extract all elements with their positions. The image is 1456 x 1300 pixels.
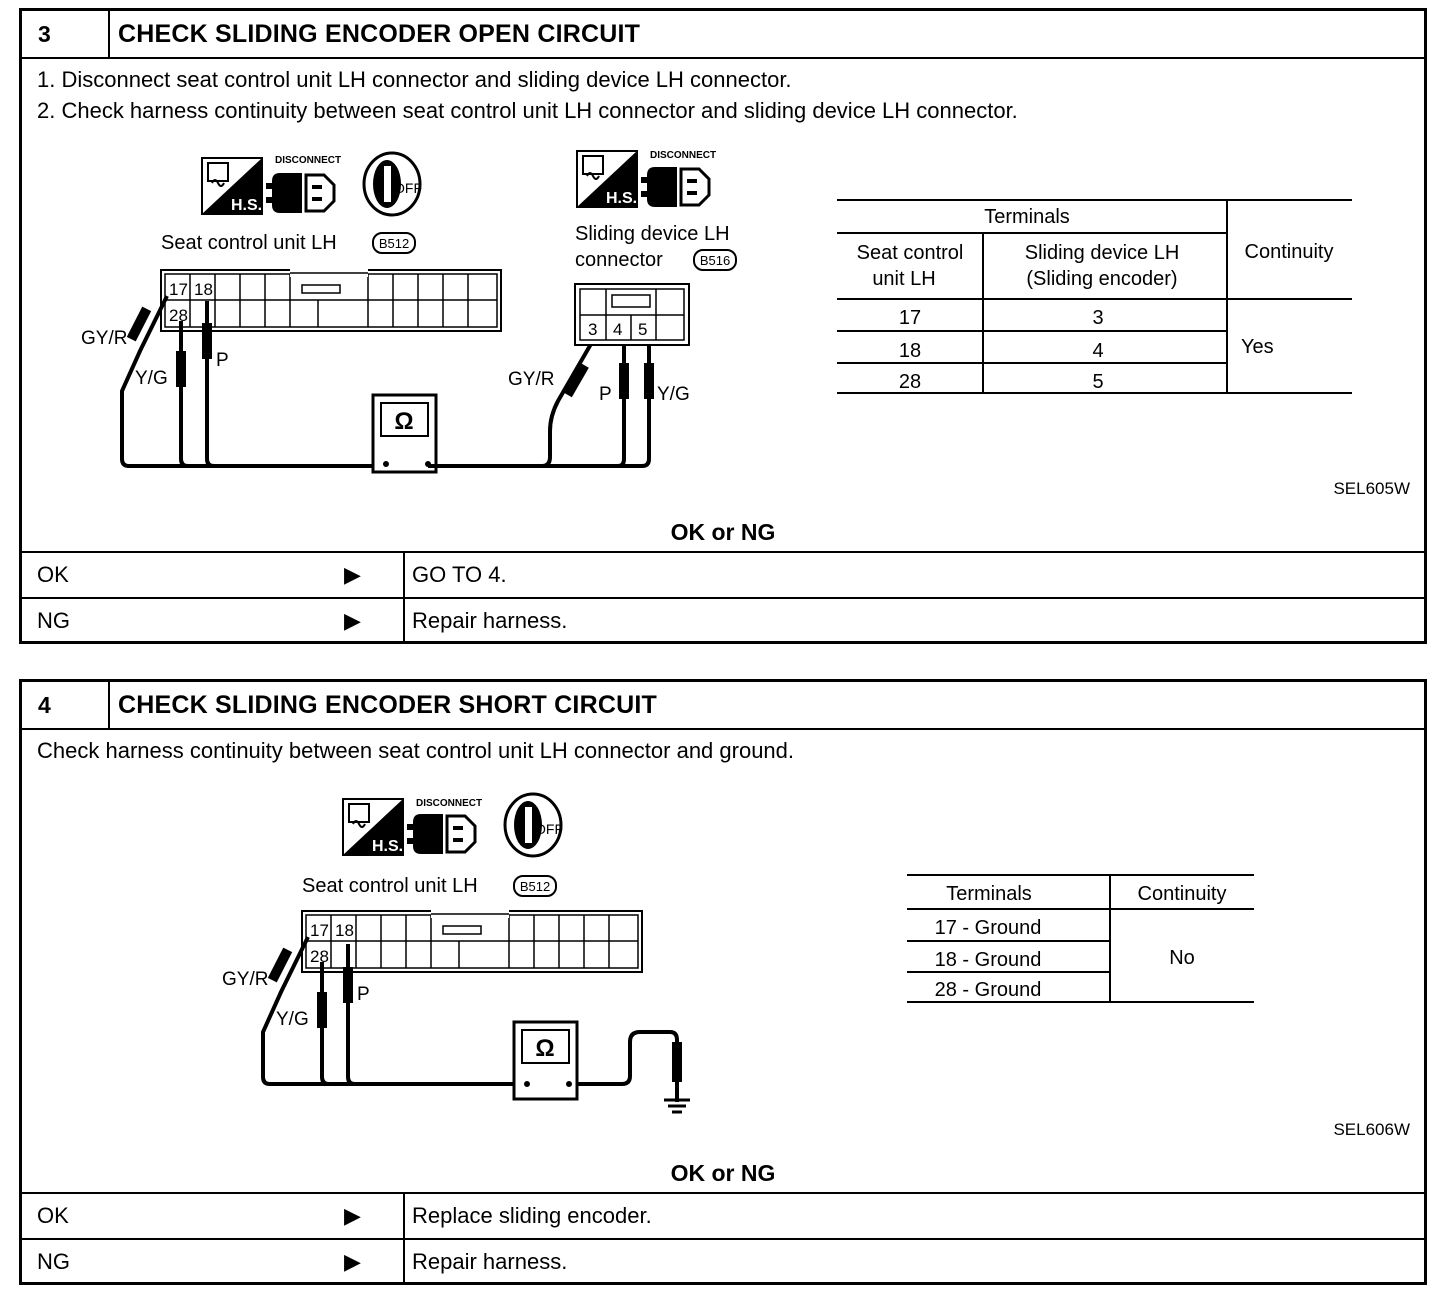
svg-text:H.S.: H.S. — [231, 197, 263, 214]
hs-icon — [202, 158, 262, 214]
svg-text:Yes: Yes — [1241, 336, 1274, 358]
result-action: GO TO 4. — [412, 562, 507, 587]
svg-text:4: 4 — [1092, 340, 1104, 362]
disconnect-icon — [266, 155, 341, 213]
svg-text:H.S.: H.S. — [372, 838, 404, 855]
svg-text:No: No — [1169, 947, 1195, 969]
svg-text:5: 5 — [638, 320, 648, 339]
step-4-diagram — [22, 682, 1424, 1192]
step-4-ok-or-ng: OK or NG — [670, 1160, 776, 1186]
result-action: Repair harness. — [412, 1249, 568, 1274]
connector — [302, 910, 642, 972]
svg-text:18: 18 — [335, 921, 354, 940]
result-action: Replace sliding encoder. — [412, 1203, 652, 1228]
ohmmeter — [373, 395, 436, 472]
step-3-result-ng — [22, 597, 1424, 643]
result-label: NG — [37, 1249, 70, 1274]
step-3-instruction-1: 1. Disconnect seat control unit LH connector and sliding device LH connector. — [37, 67, 792, 92]
ground-icon — [664, 1082, 690, 1112]
step-4-instruction: Check harness continuity between seat control unit LH connector and ground. — [37, 738, 795, 763]
svg-text:3: 3 — [1092, 307, 1104, 329]
wire-p-label-b: P — [599, 384, 612, 405]
svg-text:B512: B512 — [519, 879, 551, 894]
svg-text:17: 17 — [169, 280, 188, 299]
step-3-number: 3 — [22, 11, 110, 57]
svg-text:18: 18 — [898, 340, 922, 362]
svg-text:Terminals: Terminals — [984, 206, 1070, 228]
ohmmeter — [514, 1022, 577, 1099]
arrow-right-icon: ▶ — [344, 562, 361, 587]
wire-yg-label: Y/G — [276, 1009, 309, 1030]
wire-yg-label-b: Y/G — [657, 384, 690, 405]
step-4-terminal-table — [907, 875, 1254, 1002]
connector-b-code-badge — [694, 250, 736, 270]
connector-label: Seat control unit LH — [302, 875, 478, 897]
wire-p-label-a: P — [216, 350, 229, 371]
step-3-terminal-table — [837, 200, 1352, 393]
result-label: NG — [37, 608, 70, 633]
svg-text:B512: B512 — [378, 236, 410, 251]
svg-text:4: 4 — [613, 320, 623, 339]
step-4-result-ok — [22, 1192, 1424, 1238]
hs-icon — [343, 799, 403, 855]
connector-a — [161, 269, 501, 331]
step-3-result-ok — [22, 551, 1424, 597]
step-4-title: CHECK SLIDING ENCODER SHORT CIRCUIT — [118, 691, 657, 719]
connector-b — [575, 284, 689, 345]
wire-gyr-label-a: GY/R — [81, 328, 128, 349]
svg-text:17: 17 — [898, 307, 922, 329]
svg-text:Ω: Ω — [394, 408, 414, 435]
svg-text:18 - Ground: 18 - Ground — [934, 949, 1042, 971]
connector-a-label: Seat control unit LH — [161, 232, 337, 254]
step-4-ref-code: SEL606W — [1333, 1120, 1410, 1139]
svg-text:Terminals: Terminals — [946, 883, 1032, 905]
svg-text:unit LH: unit LH — [872, 268, 936, 290]
svg-text:28: 28 — [898, 371, 922, 393]
svg-text:B516: B516 — [699, 253, 731, 268]
connector-b-label-2: connector — [575, 249, 663, 271]
svg-text:28 - Ground: 28 - Ground — [934, 979, 1042, 1001]
arrow-right-icon: ▶ — [344, 608, 361, 633]
step-4-number: 4 — [22, 682, 110, 728]
connector-b-label-1: Sliding device LH — [575, 223, 730, 245]
wires-b — [428, 337, 649, 466]
svg-text:17 - Ground: 17 - Ground — [934, 917, 1042, 939]
svg-text:Continuity: Continuity — [1137, 883, 1227, 905]
wire-gyr-label: GY/R — [222, 969, 269, 990]
connector-code-badge — [514, 876, 556, 896]
svg-text:DISCONNECT: DISCONNECT — [650, 150, 717, 161]
svg-text:OFF: OFF — [394, 180, 422, 196]
svg-text:5: 5 — [1092, 371, 1104, 393]
step-3-ref-code: SEL605W — [1333, 479, 1410, 498]
svg-text:OFF: OFF — [535, 821, 563, 837]
wire-p-label: P — [357, 984, 370, 1005]
step-3-ok-or-ng: OK or NG — [670, 519, 776, 545]
svg-text:Ω: Ω — [535, 1035, 555, 1062]
connector-a-code-badge — [373, 233, 415, 253]
wire-yg-label-a: Y/G — [135, 368, 168, 389]
svg-text:(Sliding encoder): (Sliding encoder) — [1026, 268, 1178, 290]
result-action: Repair harness. — [412, 608, 568, 633]
ignition-off-icon — [505, 794, 563, 856]
result-label: OK — [37, 562, 69, 587]
step-4-panel — [19, 679, 1427, 1285]
svg-text:DISCONNECT: DISCONNECT — [416, 798, 483, 809]
svg-text:H.S.: H.S. — [606, 190, 638, 207]
arrow-right-icon: ▶ — [344, 1249, 361, 1274]
svg-text:28: 28 — [169, 306, 188, 325]
svg-text:DISCONNECT: DISCONNECT — [275, 155, 342, 166]
step-3-diagram — [22, 11, 1424, 551]
svg-text:18: 18 — [194, 280, 213, 299]
svg-text:3: 3 — [588, 320, 598, 339]
svg-text:17: 17 — [310, 921, 329, 940]
svg-text:Seat control: Seat control — [856, 242, 964, 264]
step-3-title: CHECK SLIDING ENCODER OPEN CIRCUIT — [118, 20, 641, 48]
disconnect-icon-b — [641, 150, 716, 207]
ignition-off-icon — [364, 153, 422, 215]
disconnect-icon — [407, 798, 482, 854]
hs-icon-b — [577, 151, 637, 207]
arrow-right-icon: ▶ — [344, 1203, 361, 1228]
step-4-result-ng — [22, 1238, 1424, 1284]
svg-text:Continuity: Continuity — [1244, 241, 1334, 263]
svg-text:28: 28 — [310, 947, 329, 966]
step-3-instruction-2: 2. Check harness continuity between seat control unit LH connector and sliding device LH connector. — [37, 98, 1018, 123]
wire-gyr-label-b: GY/R — [508, 369, 555, 390]
step-3-panel — [19, 8, 1427, 644]
svg-text:Sliding device LH: Sliding device LH — [1024, 242, 1180, 264]
result-label: OK — [37, 1203, 69, 1228]
